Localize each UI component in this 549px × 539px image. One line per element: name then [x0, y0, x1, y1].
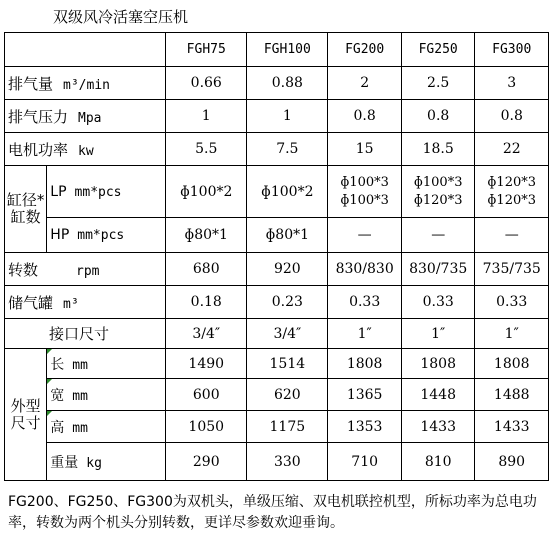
value-cell: 0.33 — [475, 286, 549, 319]
table-row-bore-hp — [5, 218, 549, 253]
row-unit: mm — [72, 420, 88, 436]
value-cell: 1 — [247, 100, 328, 133]
table-row-port — [5, 319, 549, 349]
header-blank-cell — [5, 33, 166, 67]
value-cell: 5.5 — [166, 133, 247, 166]
sub-row-label-text: HP — [50, 227, 70, 243]
value-cell: 600 — [166, 379, 247, 411]
dims-group-label: 外型尺寸 — [5, 349, 47, 481]
table-row-length — [5, 349, 549, 379]
value-line: ɸ100*3 — [340, 174, 389, 190]
value-cell: 920 — [247, 253, 328, 286]
value-cell: 1″ — [401, 319, 475, 349]
row-unit: rpm — [76, 263, 100, 279]
sub-row-label-text: 高 — [50, 419, 65, 436]
table-row-pressure — [5, 100, 549, 133]
value-cell: 890 — [475, 443, 549, 481]
model-header: FG200 — [328, 33, 402, 67]
header-row — [5, 33, 549, 67]
value-cell: 1″ — [328, 319, 402, 349]
table-row-bore-lp — [5, 166, 549, 218]
sub-row-label — [47, 349, 166, 379]
model-header: FGH75 — [166, 33, 247, 67]
table-title: 双级风冷活塞空压机 — [53, 8, 189, 26]
value-cell — [401, 166, 475, 218]
value-cell: 1″ — [475, 319, 549, 349]
value-line: ɸ120*3 — [487, 174, 537, 190]
row-unit: mm*pcs — [74, 184, 122, 200]
value-cell: 0.8 — [401, 100, 475, 133]
bore-group-label: 缸径*缸数 — [5, 166, 47, 253]
value-cell: 1490 — [166, 349, 247, 379]
value-cell: 22 — [475, 133, 549, 166]
row-unit: kg — [86, 455, 102, 471]
value-cell: 1353 — [328, 411, 402, 443]
model-header: FG250 — [401, 33, 475, 67]
sub-row-label-text: 长 — [50, 356, 65, 373]
value-cell: 680 — [166, 253, 247, 286]
sub-row-label-text: 重量 — [50, 454, 79, 471]
value-cell: — — [475, 218, 549, 253]
table-row-height — [5, 411, 549, 443]
value-line: ɸ120*3 — [487, 192, 537, 208]
value-cell: ɸ100*2 — [166, 166, 247, 218]
value-cell: 0.23 — [247, 286, 328, 319]
row-unit: mm*pcs — [77, 228, 125, 243]
sub-row-label — [47, 218, 166, 253]
value-cell — [328, 166, 402, 218]
value-cell: 3/4″ — [247, 319, 328, 349]
value-cell: ɸ80*1 — [247, 218, 328, 253]
spec-table — [4, 32, 549, 481]
cell-marker-icon — [47, 349, 52, 354]
table-row-motor-power — [5, 133, 549, 166]
row-unit: mm — [72, 357, 88, 373]
value-cell: 1448 — [401, 379, 475, 411]
row-label — [5, 133, 166, 166]
value-cell: 330 — [247, 443, 328, 481]
row-unit: Mpa — [78, 110, 102, 126]
value-line: ɸ100*3 — [340, 192, 389, 208]
cell-marker-icon — [47, 411, 52, 416]
row-unit: m³/min — [63, 77, 110, 93]
model-header: FG300 — [475, 33, 549, 67]
sub-row-label — [47, 411, 166, 443]
row-label-text: 排气压力 — [8, 107, 69, 126]
value-cell: 0.8 — [328, 100, 402, 133]
value-cell: 1808 — [475, 349, 549, 379]
value-cell: 0.8 — [475, 100, 549, 133]
value-cell: 1514 — [247, 349, 328, 379]
value-cell: 830/830 — [328, 253, 402, 286]
value-line: ɸ120*3 — [413, 192, 463, 208]
row-label-text: 储气罐 — [8, 293, 54, 312]
value-cell: ɸ100*2 — [247, 166, 328, 218]
value-cell: 290 — [166, 443, 247, 481]
value-cell: 810 — [401, 443, 475, 481]
value-cell: 1365 — [328, 379, 402, 411]
row-label — [5, 100, 166, 133]
value-cell: 620 — [247, 379, 328, 411]
value-cell: 0.18 — [166, 286, 247, 319]
value-cell: 7.5 — [247, 133, 328, 166]
value-cell: 1050 — [166, 411, 247, 443]
row-unit: mm — [72, 388, 88, 404]
value-cell: 15 — [328, 133, 402, 166]
sub-row-label-text: LP — [50, 183, 67, 200]
sub-row-label — [47, 379, 166, 411]
value-cell: 735/735 — [475, 253, 549, 286]
row-label-text: 排气量 — [8, 74, 54, 93]
value-cell: 1808 — [401, 349, 475, 379]
value-cell: — — [328, 218, 402, 253]
value-cell: 1 — [166, 100, 247, 133]
sub-row-label-text: 宽 — [50, 387, 65, 404]
sub-row-label — [47, 443, 166, 481]
value-cell: 0.33 — [328, 286, 402, 319]
value-line: ɸ100*3 — [413, 174, 463, 190]
row-label-text: 电机功率 — [8, 140, 69, 159]
value-cell: ɸ80*1 — [166, 218, 247, 253]
cell-marker-icon — [47, 379, 52, 384]
row-label: 接口尺寸 — [5, 319, 166, 349]
value-cell: 1433 — [475, 411, 549, 443]
value-cell: 0.33 — [401, 286, 475, 319]
value-cell: 0.88 — [247, 67, 328, 100]
value-cell: 3 — [475, 67, 549, 100]
value-cell: 1808 — [328, 349, 402, 379]
model-header: FGH100 — [247, 33, 328, 67]
sub-row-label — [47, 166, 166, 218]
table-row-speed — [5, 253, 549, 286]
value-cell: 710 — [328, 443, 402, 481]
footnote: FG200、FG250、FG300为双机头，单级压缩、双电机联控机型，所标功率为总电功率，转数为两个机头分别转数，更详尽参数欢迎垂询。 — [8, 494, 537, 531]
table-row-tank — [5, 286, 549, 319]
value-cell: 1433 — [401, 411, 475, 443]
value-cell: 1175 — [247, 411, 328, 443]
value-cell — [475, 166, 549, 218]
row-label — [5, 67, 166, 100]
row-unit: kw — [78, 143, 94, 159]
row-label — [5, 253, 166, 286]
row-unit: m³ — [63, 296, 79, 312]
value-cell: 830/735 — [401, 253, 475, 286]
value-cell: 1488 — [475, 379, 549, 411]
row-label — [5, 286, 166, 319]
value-cell: 18.5 — [401, 133, 475, 166]
value-cell: 0.66 — [166, 67, 247, 100]
value-cell: 2 — [328, 67, 402, 100]
table-row-air-volume — [5, 67, 549, 100]
row-label-text: 转数 — [8, 260, 39, 279]
value-cell: 3/4″ — [166, 319, 247, 349]
value-cell: 2.5 — [401, 67, 475, 100]
table-row-weight — [5, 443, 549, 481]
value-cell: — — [401, 218, 475, 253]
table-row-width — [5, 379, 549, 411]
